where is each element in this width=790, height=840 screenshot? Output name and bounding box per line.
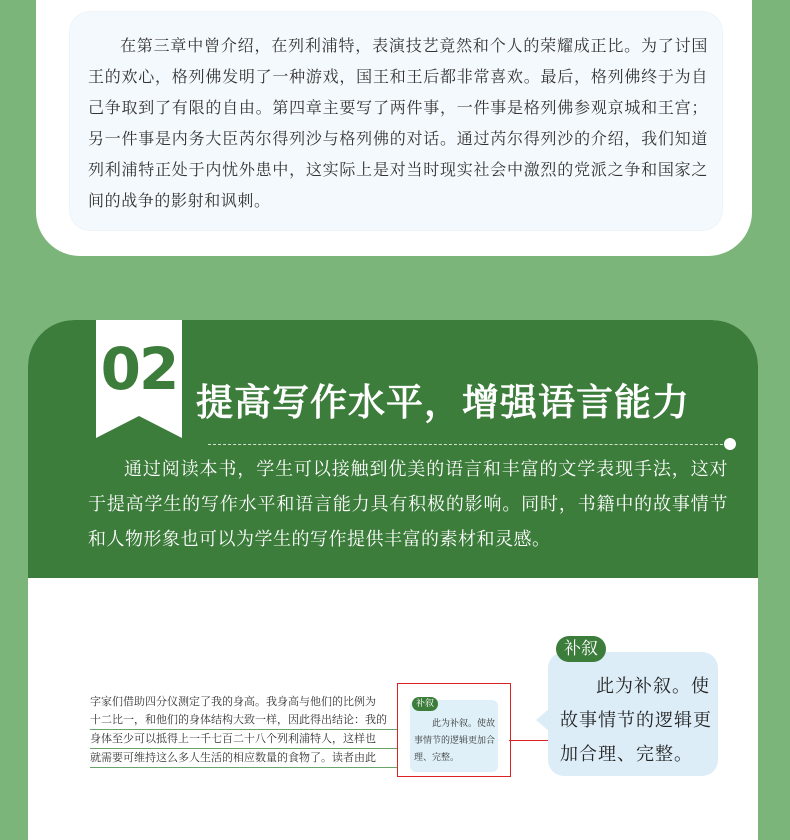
intro-paragraph: 在第三章中曾介绍，在列利浦特，表演技艺竟然和个人的荣耀成正比。为了讨国王的欢心，格列佛发明了一种游戏，国王和王后都非常喜欢。最后，格列佛终于为自己争取到了有限的自由。第四章主要写了两件事，一件事是格列佛参观京城和王宫；另一件事是内务大臣芮尔得列沙与格列佛的对话。通过芮尔得列沙的介绍，我们知道列利浦特正处于内忧外患中，这实际上是对当时现实社会中激烈的党派之争和国家之间的战争的影射和讽刺。 — [88, 36, 708, 210]
excerpt-line: 字家们借助四分仪测定了我的身高。我身高与他们的比例为 — [90, 695, 376, 708]
section-number: 02 — [100, 335, 178, 403]
enlarged-annotation-tag: 补叙 — [556, 636, 606, 662]
excerpt-line: 就需要可维持这么多人生活的相应数量的食物了。读者由此 — [90, 749, 400, 768]
small-annotation-text: 此为补叙。使故事情节的逻辑更加合理、完整。 — [414, 719, 496, 763]
divider-dot-icon — [724, 438, 736, 450]
book-excerpt — [90, 693, 400, 768]
small-annotation-tag: 补叙 — [412, 697, 438, 711]
callout-connector — [509, 740, 549, 741]
section-title: 提高写作水平，增强语言能力 — [196, 381, 690, 424]
dashed-divider — [208, 444, 728, 445]
excerpt-line: 身体至少可以抵得上一千七百二十八个列利浦特人，这样也 — [90, 730, 400, 749]
excerpt-line: 十二比一，和他们的身体结构大致一样，因此得出结论：我的 — [90, 711, 400, 730]
enlarged-annotation-text: 此为补叙。使故事情节的逻辑更加合理、完整。 — [560, 676, 712, 765]
section-header-band — [28, 320, 758, 578]
section-body: 通过阅读本书，学生可以接触到优美的语言和丰富的文学表现手法，这对于提高学生的写作水平和语言能力具有积极的影响。同时，书籍中的故事情节和人物形象也可以为学生的写作提供丰富的素材和灵感。 — [88, 459, 728, 550]
